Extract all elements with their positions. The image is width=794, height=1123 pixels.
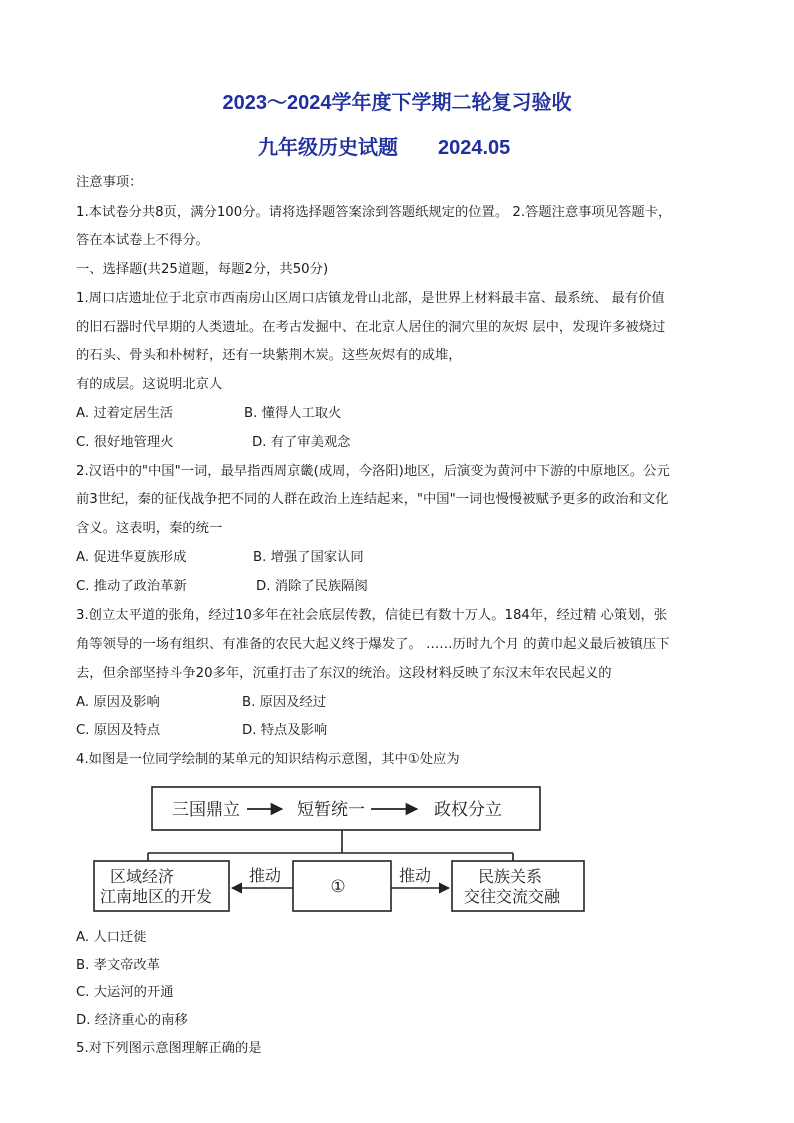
q1-option-d: D. 有了审美观念 xyxy=(252,435,351,450)
q2-option-b: B. 增强了国家认同 xyxy=(253,550,364,565)
exam-date: 2024.05 xyxy=(438,137,511,159)
q1-line-1: 1.周口店遗址位于北京市西南房山区周口店镇龙骨山北部，是世界上材料最丰富、最系统、 最有价值 xyxy=(76,291,665,306)
q3-option-b: B. 原因及经过 xyxy=(242,695,327,710)
q1-line-4: 有的成层。这说明北京人 xyxy=(76,377,223,392)
section-heading: 一、选择题(共25道题，每题2分，共50分) xyxy=(76,262,329,277)
q2-option-c: C. 推动了政治革新 xyxy=(76,579,187,594)
q3-line-1: 3.创立太平道的张角，经过10多年在社会底层传教，信徒已有数十万人。184年，经过精 心策划，张 xyxy=(76,608,668,623)
q2-line-3: 含义。这表明，秦的统一 xyxy=(76,521,223,536)
notice-line-2: 答在本试卷上不得分。 xyxy=(76,233,209,248)
left-label-2: 江南地区的开发 xyxy=(100,887,213,906)
q1-line-3: 的石头、骨头和朴树籽，还有一块紫荆木炭。这些灰烬有的成堆， xyxy=(76,348,462,363)
center-label: ① xyxy=(330,877,346,897)
q4-option-a: A. 人口迁徙 xyxy=(76,930,147,945)
top-label-3: 政权分立 xyxy=(434,800,502,820)
right-label-2: 交往交流交融 xyxy=(464,887,561,906)
q2-option-a: A. 促进华夏族形成 xyxy=(76,550,187,565)
top-label-1: 三国鼎立 xyxy=(172,800,240,820)
q4-line-1: 4.如图是一位同学绘制的某单元的知识结构示意图，其中①处应为 xyxy=(76,752,460,767)
q3-option-a: A. 原因及影响 xyxy=(76,695,160,710)
q3-line-2: 角等领导的一场有组织、有准备的农民大起义终于爆发了。 ……历时九个月 的黄巾起义最后被镇压下 xyxy=(76,637,670,652)
q2-option-d: D. 消除了民族隔阂 xyxy=(256,579,368,594)
exam-title: 2023～2024学年度下学期二轮复习验收 xyxy=(222,92,572,114)
q4-option-c: C. 大运河的开通 xyxy=(76,985,174,1000)
q4-option-d: D. 经济重心的南移 xyxy=(76,1013,188,1028)
notice-line-1: 1.本试卷分共8页，满分100分。请将选择题答案涂到答题纸规定的位置。 2.答题注意事项见答题卡， xyxy=(76,205,672,220)
exam-subtitle xyxy=(258,131,510,160)
left-label-1: 区域经济 xyxy=(110,867,175,886)
q2-line-1: 2.汉语中的"中国"一词，最早指西周京畿(成周，今洛阳)地区，后演变为黄河中下游的中原地区。公元 xyxy=(76,464,670,479)
knowledge-structure-diagram xyxy=(88,783,588,918)
q3-option-c: C. 原因及特点 xyxy=(76,723,161,738)
q1-line-2: 的旧石器时代早期的人类遗址。在考古发掘中、在北京人居住的洞穴里的灰烬 层中，发现许多被烧过 xyxy=(76,320,666,335)
q3-option-d: D. 特点及影响 xyxy=(242,723,328,738)
subject-title: 九年级历史试题 xyxy=(258,137,398,159)
q5-line-1: 5.对下列图示意图理解正确的是 xyxy=(76,1041,262,1056)
arrow-left-label: 推动 xyxy=(249,866,282,885)
q2-line-2: 前3世纪，秦的征伐战争把不同的人群在政治上连结起来，"中国"一词也慢慢被赋予更多的政治和文化 xyxy=(76,492,669,507)
arrow-right-label: 推动 xyxy=(399,866,432,885)
right-label-1: 民族关系 xyxy=(478,867,543,886)
top-label-2: 短暂统一 xyxy=(297,800,365,820)
q1-option-a: A. 过着定居生活 xyxy=(76,406,174,421)
q1-option-c: C. 很好地管理火 xyxy=(76,435,174,450)
q4-option-b: B. 孝文帝改革 xyxy=(76,958,161,973)
notice-heading: 注意事项： xyxy=(76,175,143,190)
q1-option-b: B. 懂得人工取火 xyxy=(244,406,342,421)
q3-line-3: 去，但余部坚持斗争20多年，沉重打击了东汉的统治。这段材料反映了东汉末年农民起义的 xyxy=(76,666,612,681)
